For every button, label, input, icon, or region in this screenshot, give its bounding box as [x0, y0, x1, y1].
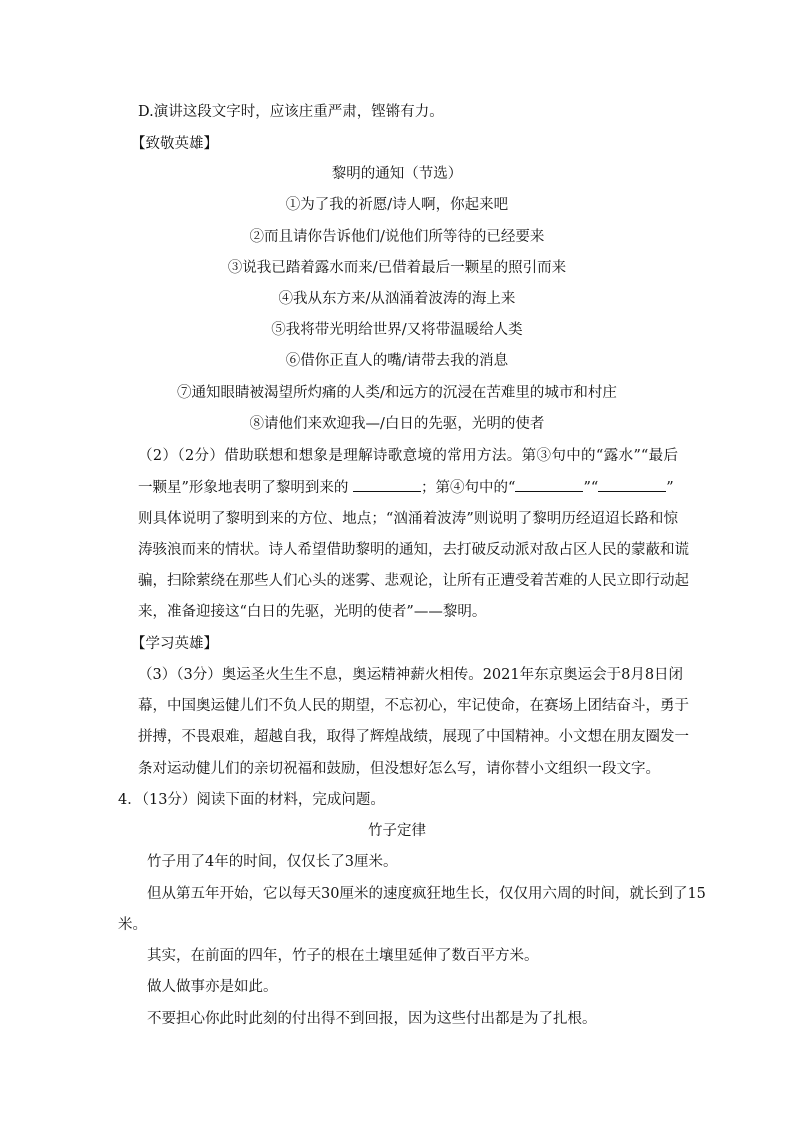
question-2-line: （2）（2分）借助联想和想象是理解诗歌意境的常用方法。第③句中的“露水”“最后 — [138, 448, 678, 464]
poem-line: ①为了我的祈愿/诗人啊，你起来吧 — [285, 197, 509, 213]
section-heading-tribute: 【致敬英雄】 — [131, 136, 218, 152]
poem-line: ②而且请你告诉他们/说他们所等待的已经要来 — [249, 229, 545, 245]
passage-paragraph: 竹子用了4年的时间，仅仅长了3厘米。 — [147, 854, 398, 870]
question-2-text: ”“ — [583, 480, 599, 496]
question-2-line: 来，准备迎接这“白日的先驱，光明的使者”——黎明。 — [138, 604, 487, 620]
question-3-line: 条对运动健儿们的亲切祝福和鼓励，但没想好怎么写，请你替小文组织一段文字。 — [138, 761, 660, 777]
question-2-line — [138, 477, 674, 498]
passage-paragraph: 做人做事亦是如此。 — [147, 979, 278, 995]
section-heading-learn: 【学习英雄】 — [131, 636, 218, 652]
passage-paragraph: 不要担心你此时此刻的付出得不到回报，因为这些付出都是为了扎根。 — [147, 1011, 597, 1027]
question-4-header: 4．（13分）阅读下面的材料，完成问题。 — [118, 792, 385, 808]
poem-line: ⑤我将带光明给世界/又将带温暖给人类 — [271, 322, 523, 338]
answer-blank[interactable] — [515, 477, 583, 492]
passage-paragraph: 其实，在前面的四年，竹子的根在土壤里延伸了数百平方米。 — [147, 948, 539, 964]
question-3-line: （3）（3分）奥运圣火生生不息，奥运精神薪火相传。2021年东京奥运会于8月8日闭 — [138, 667, 684, 683]
answer-blank[interactable] — [353, 477, 421, 492]
question-3-line: 拼搏，不畏艰难，超越自我，取得了辉煌战绩，展现了中国精神。小文想在朋友圈发一 — [138, 729, 689, 745]
passage-paragraph: 但从第五年开始，它以每天30厘米的速度疯狂地生长，仅仅用六周的时间，就长到了15 — [147, 886, 706, 902]
poem-line: ③说我已踏着露水而来/已借着最后一颗星的照引而来 — [227, 260, 567, 276]
passage-paragraph: 米。 — [118, 917, 147, 933]
poem-line: ⑥借你正直人的嘴/请带去我的消息 — [285, 353, 509, 369]
question-2-text: ；第④句中的“ — [421, 480, 516, 496]
question-2-line: 则具体说明了黎明到来的方位、地点；“汹涌着波涛”则说明了黎明历经迢迢长路和惊 — [138, 511, 678, 527]
question-2-text: 一颗星”形象地表明了黎明到来的 — [138, 480, 349, 496]
question-2-text: ” — [666, 480, 674, 496]
option-d: D.演讲这段文字时，应该庄重严肃，铿锵有力。 — [138, 104, 444, 120]
answer-blank[interactable] — [598, 477, 666, 492]
poem-line: ⑧请他们来欢迎我—/白日的先驱，光明的使者 — [249, 416, 545, 432]
question-2-line: 骗，扫除萦绕在那些人们心头的迷雾、悲观论，让所有正遭受着苦难的人民立即行动起 — [138, 573, 689, 589]
question-3-line: 幕，中国奥运健儿们不负人民的期望，不忘初心，牢记使命，在赛场上团结奋斗，勇于 — [138, 698, 689, 714]
poem-line: ⑦通知眼睛被渴望所灼痛的人类/和远方的沉浸在苦难里的城市和村庄 — [177, 385, 617, 401]
poem-line: ④我从东方来/从汹涌着波涛的海上来 — [278, 291, 516, 307]
poem-title: 黎明的通知（节选） — [331, 166, 463, 182]
question-2-line: 涛骇浪而来的情状。诗人希望借助黎明的通知，去打破反动派对敌占区人民的蒙蔽和谎 — [138, 542, 689, 558]
passage-title: 竹子定律 — [368, 823, 426, 839]
